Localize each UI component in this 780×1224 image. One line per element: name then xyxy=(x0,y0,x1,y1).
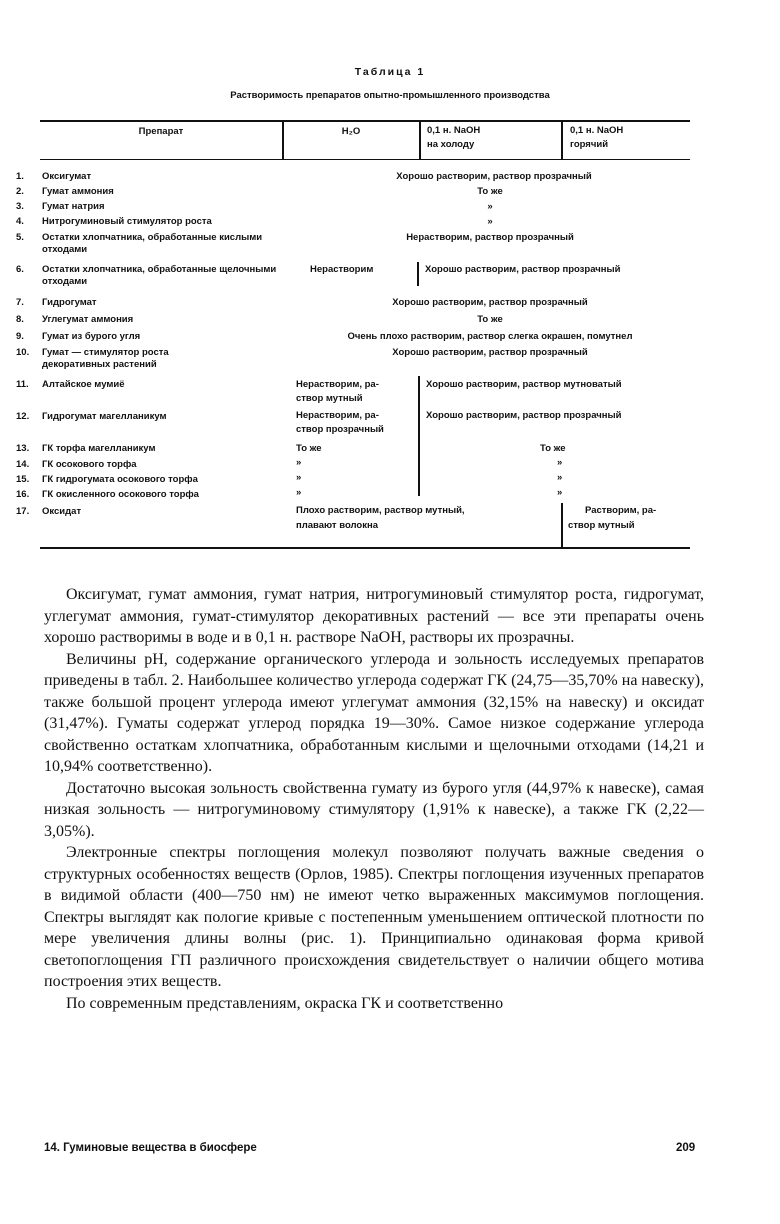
table-bottom-rule xyxy=(40,547,690,549)
row-naoh: » xyxy=(557,457,563,468)
cell-divider xyxy=(561,503,563,547)
table-top-rule xyxy=(40,120,690,122)
row-number: 10. xyxy=(16,347,30,358)
row-number: 13. xyxy=(16,443,30,454)
row-solubility: То же xyxy=(477,186,503,197)
row-preparation: Остатки хлопчатника, обработанные кислыми отходами xyxy=(42,232,263,255)
row-number: 17. xyxy=(16,506,30,517)
row-preparation: ГК осокового торфа xyxy=(42,459,137,470)
row-preparation: Гумат натрия xyxy=(42,201,105,212)
row-h2o-line2: створ прозрачный xyxy=(296,424,384,435)
row-number: 7. xyxy=(16,297,24,308)
row-number: 2. xyxy=(16,186,24,197)
row-solubility: Хорошо растворим, раствор прозрачный xyxy=(392,347,588,358)
row-h2o-line2: створ мутный xyxy=(296,393,363,404)
row-number: 11. xyxy=(16,379,29,390)
row-preparation: Гумат из бурого угля xyxy=(42,331,141,342)
row-hot-line1: Растворим, ра- xyxy=(585,505,657,516)
row-solubility: Хорошо растворим, раствор прозрачный xyxy=(396,171,592,182)
row-h2o: Нерастворим xyxy=(310,264,374,275)
row-preparation: Гидрогумат xyxy=(42,297,97,308)
row-preparation: Оксидат xyxy=(42,506,82,517)
row-solubility: То же xyxy=(477,314,503,325)
row-h2o-line1: Нерастворим, ра- xyxy=(296,379,379,390)
row-preparation: Алтайское мумиё xyxy=(42,379,125,390)
row-preparation: Гидрогумат магелланикум xyxy=(42,411,167,422)
header-hot-2: горячий xyxy=(570,139,609,150)
row-solubility: Очень плохо растворим, раствор слегка окрашен, помутнел xyxy=(347,331,633,342)
row-solubility-line2: плавают волокна xyxy=(296,520,378,531)
row-naoh: Хорошо растворим, раствор прозрачный xyxy=(426,410,622,421)
row-preparation: Гумат — стимулятор роста декоративных растений xyxy=(42,347,169,370)
cell-divider xyxy=(418,376,420,496)
row-number: 3. xyxy=(16,201,24,212)
table-header-rule xyxy=(40,159,690,160)
row-number: 14. xyxy=(16,459,30,470)
row-h2o: То же xyxy=(296,443,322,454)
header-preparation: Препарат xyxy=(138,126,184,137)
row-hot-line2: створ мутный xyxy=(568,520,635,531)
row-number: 6. xyxy=(16,264,24,275)
row-preparation: Нитрогуминовый стимулятор роста xyxy=(42,216,212,227)
row-preparation: Остатки хлопчатника, обработанные щелочными отходами xyxy=(42,264,277,287)
row-number: 8. xyxy=(16,314,24,325)
row-number: 12. xyxy=(16,411,30,422)
row-preparation: Гумат аммония xyxy=(42,186,114,197)
header-cold-1: 0,1 н. NaOH xyxy=(427,125,481,136)
row-naoh: Хорошо растворим, раствор прозрачный xyxy=(425,264,621,275)
row-number: 5. xyxy=(16,232,24,243)
header-h2o: H₂O xyxy=(341,126,361,137)
header-divider xyxy=(419,121,421,159)
row-h2o-line1: Нерастворим, ра- xyxy=(296,410,379,421)
page-number: 209 xyxy=(676,1142,696,1154)
row-number: 15. xyxy=(16,474,30,485)
row-solubility: Хорошо растворим, раствор прозрачный xyxy=(392,297,588,308)
body-text xyxy=(44,584,704,1014)
row-naoh: » xyxy=(557,487,563,498)
row-number: 1. xyxy=(16,171,24,182)
row-preparation: Углегумат аммония xyxy=(42,314,134,325)
row-preparation: ГК гидрогумата осокового торфа xyxy=(42,474,198,485)
row-number: 16. xyxy=(16,489,30,500)
row-solubility: » xyxy=(487,201,493,212)
row-solubility: Нерастворим, раствор прозрачный xyxy=(406,232,574,243)
paragraph: По современным представлениям, окраска ГК и соответственно xyxy=(66,994,504,1012)
paragraph: Достаточно высокая зольность свойственна гумату из бурого угля (44,97% к навеске), самая низкая зольность — нитрогуминовому стимулятору (1,91% к навеске), а также ГК (2,22—3,05%). xyxy=(44,779,704,840)
header-divider xyxy=(561,121,563,159)
row-naoh: » xyxy=(557,472,563,483)
row-naoh: Хорошо растворим, раствор мутноватый xyxy=(426,379,622,390)
row-h2o: » xyxy=(296,472,302,483)
header-cold-2: на холоду xyxy=(427,139,475,150)
header-hot-1: 0,1 н. NaOH xyxy=(570,125,624,136)
paragraph: Электронные спектры поглощения молекул позволяют получать важные сведения о структурных особенностях веществ (Орлов, 1985). Спектры поглощения изученных препаратов в видимой области (400—750 нм) не имеют четко выраженных максимумов поглощения. Спектры выглядят как пологие кривые с постепенным уменьшением оптической плотности по мере увеличения длины волны (рис. 1). Принципиально одинаковая форма кривой светопоглощения ГП различного происхождения свидетельствует о наличии общего мотива построения этих веществ. xyxy=(44,844,704,990)
row-h2o: » xyxy=(296,457,302,468)
row-solubility: » xyxy=(487,216,493,227)
table-caption: Таблица 1 xyxy=(354,66,426,78)
row-number: 4. xyxy=(16,216,24,227)
row-naoh: То же xyxy=(540,443,566,454)
table-title: Растворимость препаратов опытно-промышленного производства xyxy=(230,90,550,101)
row-preparation: ГК торфа магелланикум xyxy=(42,443,156,454)
row-preparation: Оксигумат xyxy=(42,171,92,182)
row-number: 9. xyxy=(16,331,24,342)
running-footer: 14. Гуминовые вещества в биосфере xyxy=(44,1142,257,1154)
row-preparation: ГК окисленного осокового торфа xyxy=(42,489,199,500)
paragraph: Оксигумат, гумат аммония, гумат натрия, нитрогуминовый стимулятор роста, гидрогумат, углегумат аммония, гумат-стимулятор декоративных растений — все эти препараты очень хорошо растворимы в воде и в 0,1 н. растворе NaOH, растворы их прозрачны. xyxy=(44,586,704,646)
cell-divider xyxy=(417,262,419,286)
paragraph: Величины pH, содержание органического углерода и зольность исследуемых препаратов приведены в табл. 2. Наибольшее количество углерода содержат ГК (24,75—35,70% на навеску), также большой процент углерода имеют углегумат аммония (32,15% на навеску) и оксидат (31,47%). Гуматы содержат углерод порядка 19—30%. Самое низкое содержание углерода свойственно остаткам хлопчатника, обработанным кислыми и щелочными отходами (14,21 и 10,94% соответственно). xyxy=(44,650,705,775)
row-solubility-line1: Плохо растворим, раствор мутный, xyxy=(296,505,465,516)
row-h2o: » xyxy=(296,487,302,498)
